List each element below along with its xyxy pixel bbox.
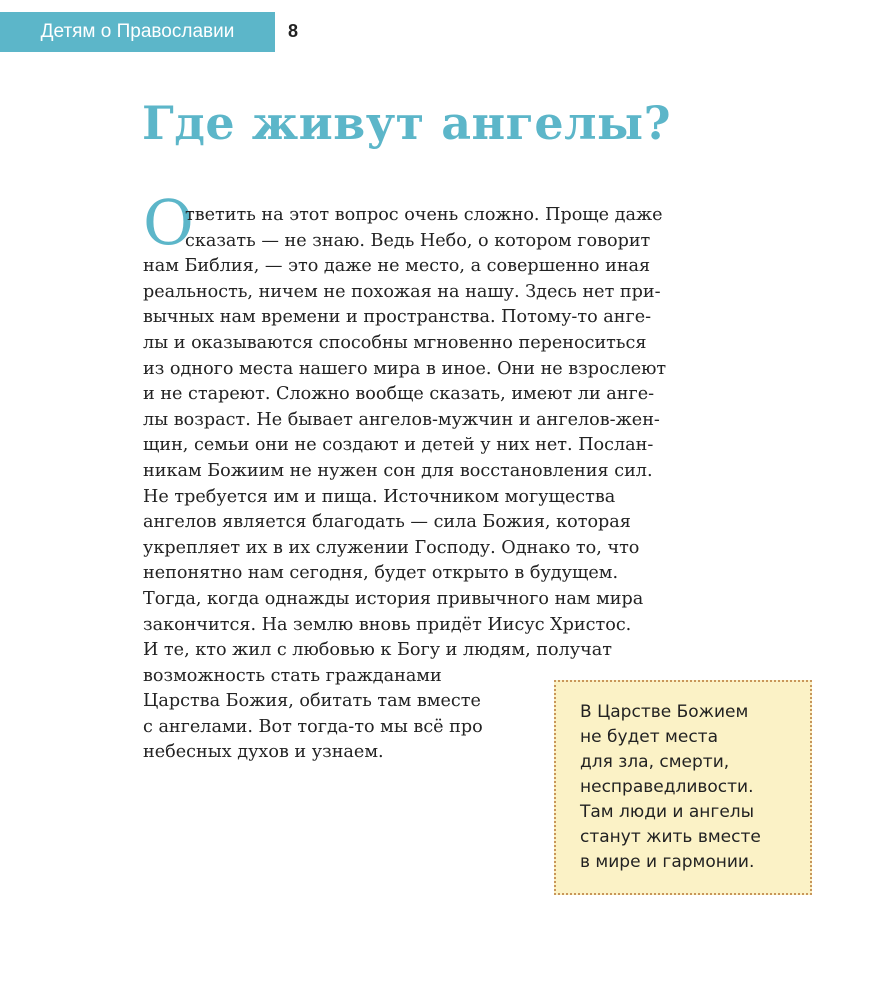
callout-line: не будет места (580, 727, 718, 747)
body-line: непонятно нам сегодня, будет открыто в будущем. (143, 563, 619, 584)
body-line: и не стареют. Сложно вообще сказать, имеют ли анге- (143, 384, 655, 405)
body-line: с ангелами. Вот тогда-то мы всё про (143, 716, 483, 737)
article-title: Где живут ангелы? (142, 96, 672, 150)
body-line: Царства Божия, обитать там вместе (143, 691, 481, 712)
section-title: Детям о Православии (40, 21, 235, 42)
body-line: сказать — не знаю. Ведь Небо, о котором говорит (185, 230, 651, 251)
body-line: нам Библия, — это даже не место, а совершенно иная (143, 256, 651, 277)
body-line: вычных нам времени и пространства. Потому-то анге- (143, 307, 652, 328)
body-line: тветить на этот вопрос очень сложно. Проще даже (185, 205, 663, 225)
drop-cap: О (143, 186, 194, 259)
body-line: ангелов является благодать — сила Божия, которая (143, 512, 631, 533)
callout-line: станут жить вместе (580, 827, 761, 847)
body-line: возможность стать гражданами (143, 665, 442, 686)
body-line: И те, кто жил с любовью к Богу и людям, получат (143, 640, 612, 661)
body-line: щин, семьи они не создают и детей у них нет. Послан- (143, 435, 654, 456)
callout-line: Там люди и ангелы (580, 802, 755, 822)
body-line: небесных духов и узнаем. (143, 742, 384, 763)
body-line: лы возраст. Не бывает ангелов-мужчин и ангелов-жен- (143, 409, 660, 430)
callout-box (554, 680, 812, 895)
body-line: реальность, ничем не похожая на нашу. Здесь нет при- (143, 281, 661, 302)
body-line: закончится. На землю вновь придёт Иисус Христос. (143, 614, 632, 635)
body-line: из одного места нашего мира в иное. Они не взрослеют (143, 358, 667, 379)
running-header-section (0, 12, 275, 52)
page-number: 8 (288, 21, 299, 41)
body-line: укрепляет их в их служении Господу. Однако то, что (143, 537, 640, 558)
body-line: Не требуется им и пища. Источником могущества (143, 486, 616, 507)
body-line: никам Божиим не нужен сон для восстановления сил. (143, 460, 653, 481)
body-line: Тогда, когда однажды история привычного нам мира (143, 588, 644, 609)
callout-line: В Царстве Божием (580, 702, 749, 722)
callout-line: несправедливости. (580, 777, 754, 797)
body-line: лы и оказываются способны мгновенно переноситься (143, 332, 647, 353)
callout-line: в мире и гармонии. (580, 852, 755, 872)
callout-line: для зла, смерти, (580, 752, 730, 772)
